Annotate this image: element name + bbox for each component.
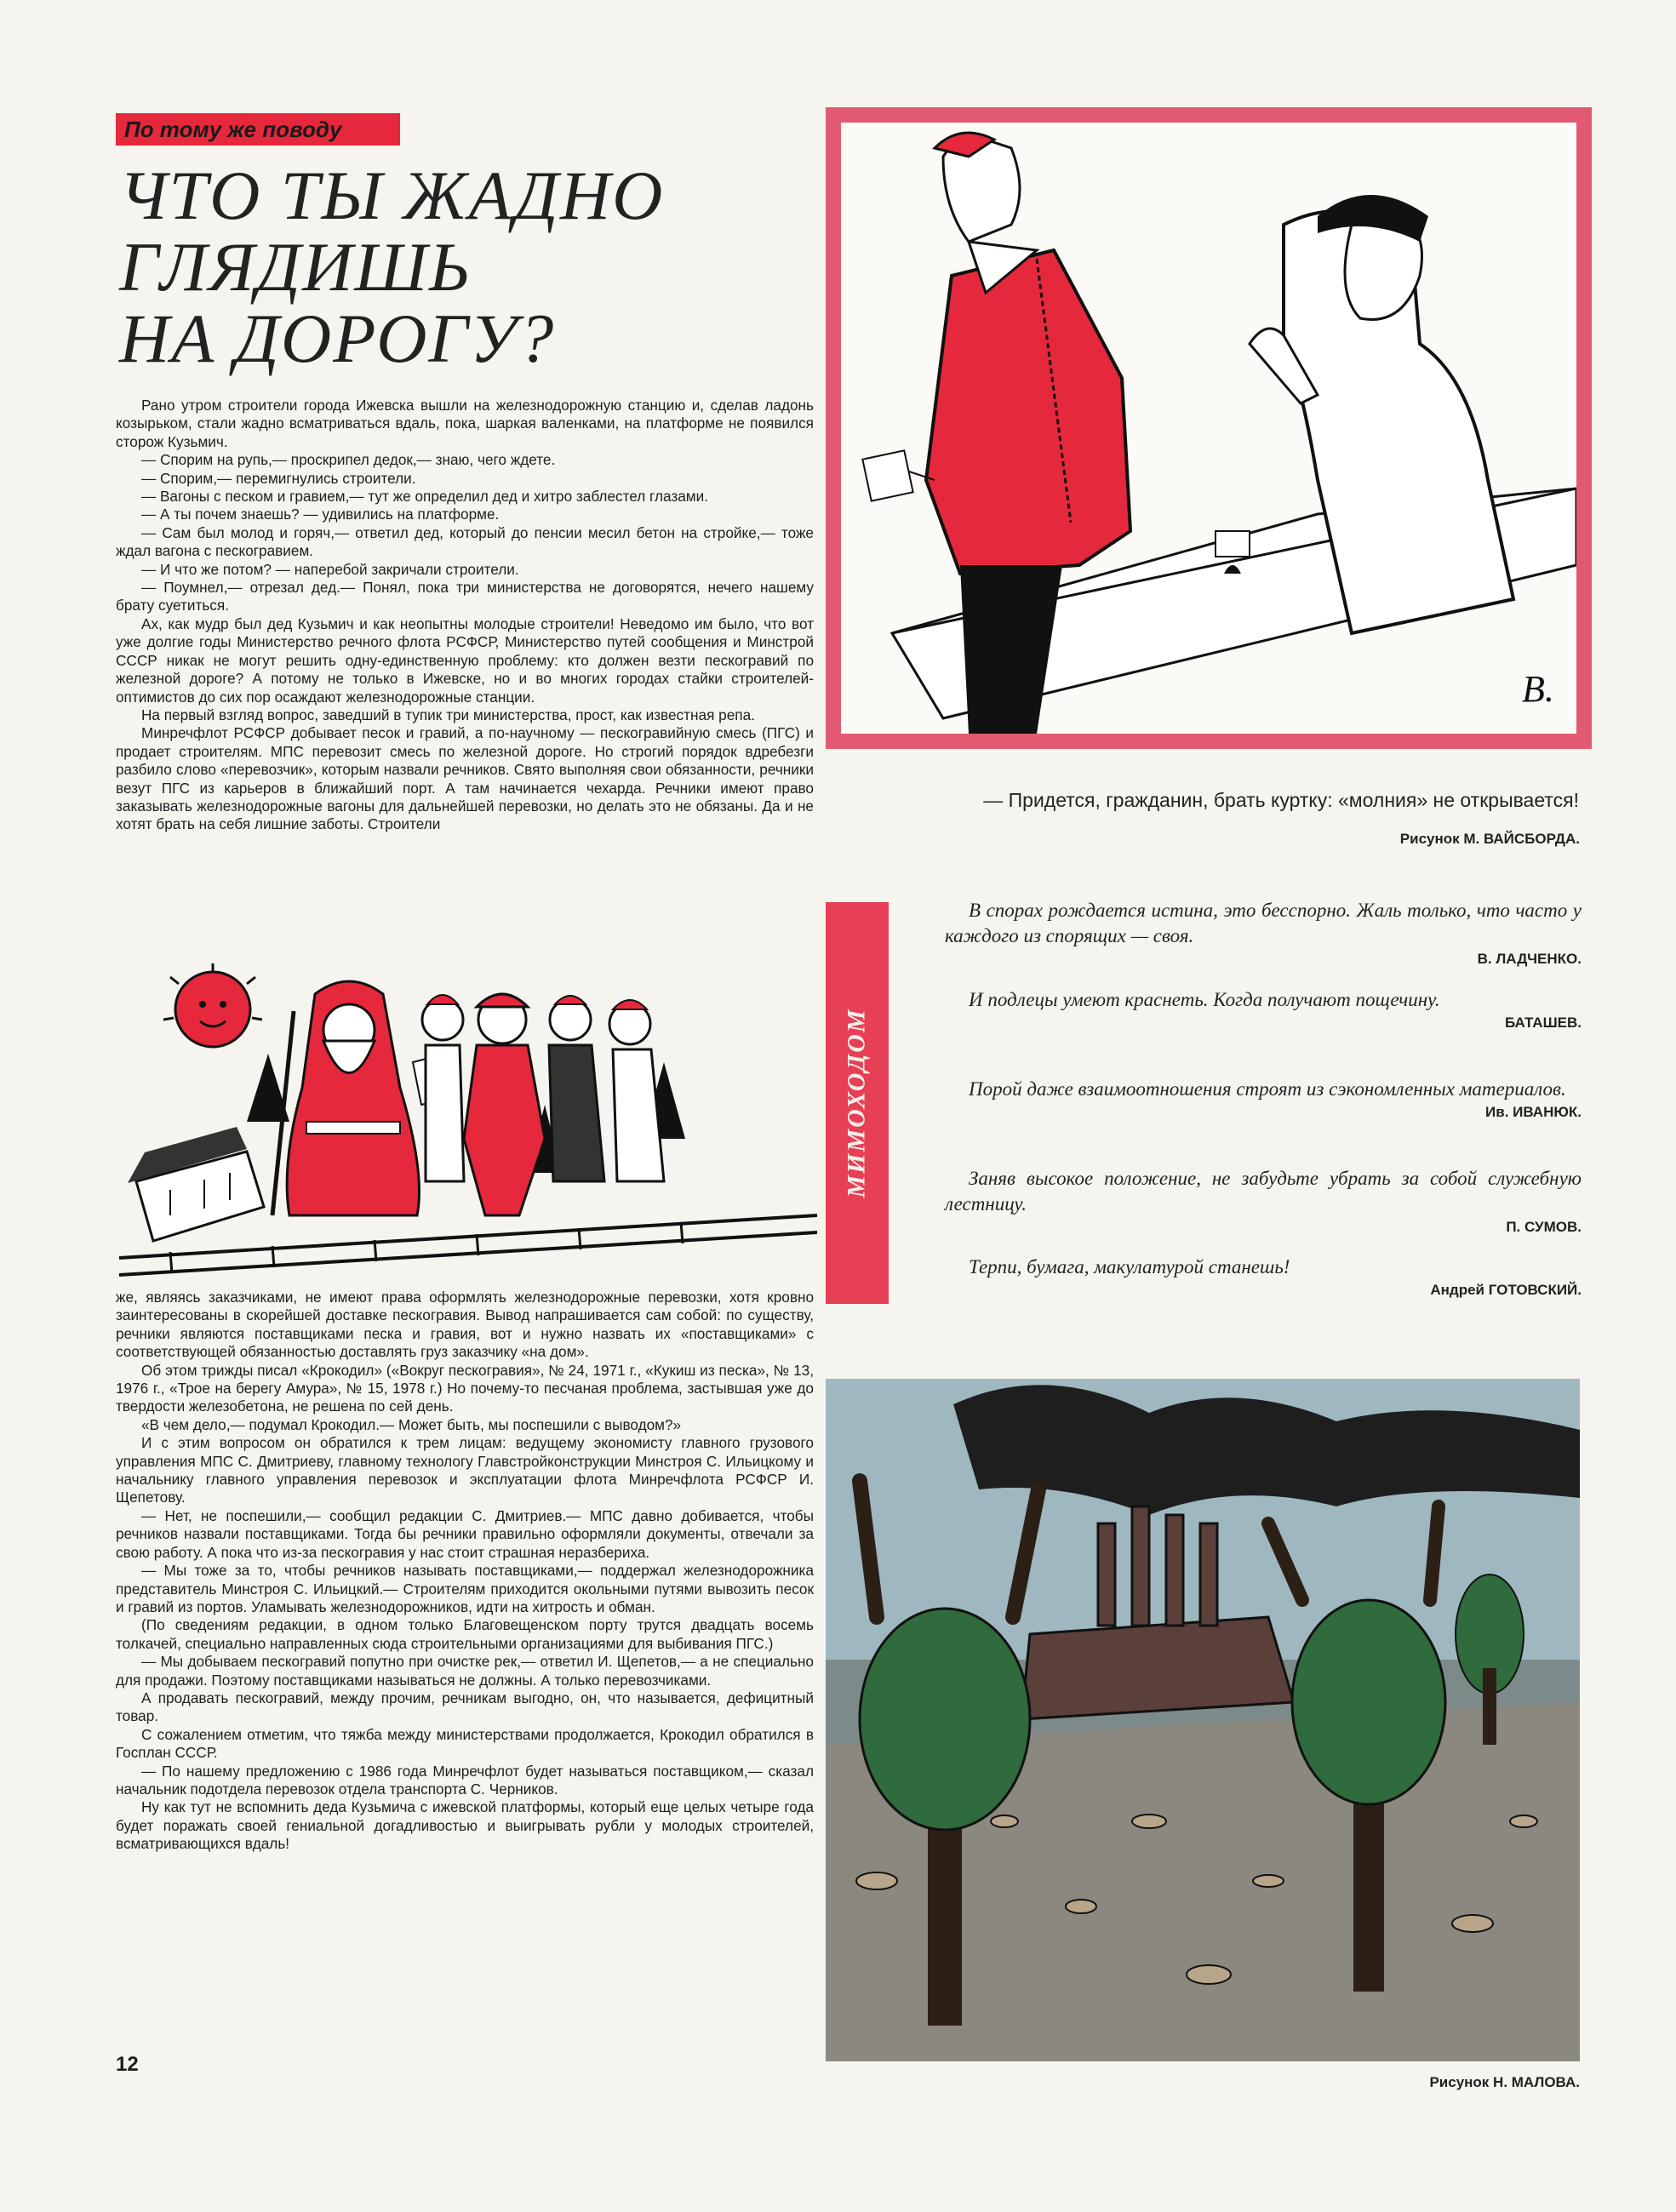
paragraph: — Нет, не поспешили,— сообщил редакции С. Дмитриев.— МПС давно добивается, чтобы речников назвали поставщиками. Тогда бы речники правильно оформляли документы, отвечали за свою работу. А пока что из-за пескогравия у нас стоит страшная неразбериха. bbox=[116, 1506, 814, 1561]
trees-factory-drawing bbox=[826, 1379, 1580, 2061]
aphorism bbox=[945, 898, 1582, 969]
paragraph: — Спорим на рупь,— проскрипел дедок,— знаю, чего ждете. bbox=[141, 451, 556, 469]
aphorism bbox=[945, 1166, 1582, 1237]
cartoon-credit: Рисунок М. ВАЙСБОРДА. bbox=[1399, 831, 1580, 847]
article-headline bbox=[119, 157, 766, 377]
paragraph: же, являясь заказчиками, не имеют права оформлять железнодорожные перевозки, хотя кровно заинтересованы в скорейшей доставке пескогравия. Вывод напрашивается сам собой: по существу, речники являются поставщиками песка и гравия, вот и нужно назвать их «поставщиками» с соответствующей обязанностью доставлять груз заказчику «на дом». bbox=[116, 1289, 814, 1361]
paragraph: Об этом трижды писал «Крокодил» («Вокруг пескогравия», № 24, 1971 г., «Кукиш из песка», № 13, 1976 г., «Трое на берегу Амура», № 15, 1978 г.) Но почему-то песчаная проблема, застывшая уже до твердости железобетона, не решена по сей день. bbox=[116, 1361, 814, 1415]
paragraph: — Спорим,— перемигнулись строители. bbox=[141, 469, 416, 487]
aphorism-text: Заняв высокое положение, не забудьте убрать за собой служебную лестницу. bbox=[945, 1168, 1582, 1215]
headline-line-2: ГЛЯДИШЬ bbox=[119, 228, 472, 306]
jacket-cartoon-drawing bbox=[841, 123, 1576, 734]
paragraph: Ах, как мудр был дед Кузьмич и как неопытны молодые строители! Неведомо им было, что вот уже долгие годы Министерство речного флота РСФСР, Министерство путей сообщения и Минстрой СССР никак не могут решить одну-единственную проблему: кто должен везти пескогравий по железной дороге? А потому не только в Ижевске, но и во многих городах стайки строителей-оптимистов до сих пор осаждают железнодорожные станции. bbox=[116, 614, 814, 706]
aphorism-text: Порой даже взаимоотношения строят из сэкономленных материалов. bbox=[969, 1078, 1566, 1100]
paragraph: — Мы тоже за то, чтобы речников называть поставщиками,— поддержал железнодорожника представитель Минстроя С. Ильицкий.— Строителям приходится окольными путями вывозить песок и гравий из портов. Уламывать железнодорожников, идти на хитрость и обман. bbox=[116, 1562, 814, 1615]
paragraph: А продавать пескогравий, между прочим, речникам выгодно, он, что называется, дефицитный товар. bbox=[116, 1689, 814, 1725]
paragraph: — Мы добываем пескогравий попутно при очистке рек,— ответил И. Щепетов,— а не специально для продажи. Поэтому поставщиками называться не должны. А только перевозчиками. bbox=[116, 1653, 814, 1689]
page-number: 12 bbox=[116, 2053, 139, 2076]
paragraph: — А ты почем знаешь? — удивились на платформе. bbox=[141, 506, 500, 523]
paragraph: — Сам был молод и горяч,— ответил дед, который до пенсии месил бетон на стройке,— тоже ждал вагона с пескогравием. bbox=[116, 523, 814, 560]
paragraph: Минречфлот РСФСР добывает песок и гравий, а по-научному — пескогравийную смесь (ПГС) и продает строителям. МПС перевозит смесь по железной дороге. Но строгий порядок вдребезги разбило слово «перевозчик», которым назвали речников. Свято выполняя свои обязанности, речники везут ПГС из карьеров в ближайший порт. А там начинается чехарда. Речники имеют право заказывать железнодорожные вагоны для дальнейшей перевозки, но делать это не обязаны. Да и не хотят брать на себя лишние заботы. Строители bbox=[116, 724, 814, 833]
paragraph: Рано утром строители города Ижевска вышли на железнодорожную станцию и, сделав ладонь козырьком, стали жадно всматриваться вдаль, пока, шаркая валенками, на платформе не появился сторож Кузьмич. bbox=[116, 397, 814, 450]
aphorism-author: В. ЛАДЧЕНКО. bbox=[1477, 951, 1582, 967]
cartoon-signature: В. bbox=[1522, 668, 1554, 710]
aphorism-text: И подлецы умеют краснеть. Когда получают пощечину. bbox=[969, 989, 1440, 1010]
aphorism bbox=[945, 1255, 1582, 1300]
paragraph: — Поумнел,— отрезал дед.— Понял, пока три министерства не договорятся, нечего нашему брату суетиться. bbox=[116, 579, 814, 614]
paragraph: (По сведениям редакции, в одном только Благовещенском порту трутся двадцать восемь толкачей, специально направленных сюда строительными организациями для выбивания ПГС.) bbox=[116, 1616, 814, 1652]
section-kicker: По тому же поводу bbox=[116, 113, 400, 146]
cartoon-caption: — Придется, гражданин, брать куртку: «молния» не открывается! bbox=[983, 789, 1579, 811]
aphorism-text: Терпи, бумага, макулатурой станешь! bbox=[969, 1256, 1290, 1277]
paragraph: На первый взгляд вопрос, заведший в тупик три министерства, прост, как известная репа. bbox=[141, 706, 755, 723]
paragraph: — По нашему предложению с 1986 года Минречфлот будет называться поставщиком,— сказал начальник подотдела перевозок отдела транспорта С. Черников. bbox=[116, 1762, 814, 1798]
cartoon-credit: Рисунок Н. МАЛОВА. bbox=[1429, 2074, 1580, 2090]
headline-line-1: ЧТО ТЫ ЖАДНО bbox=[119, 157, 665, 234]
aphorism-author: БАТАШЕВ. bbox=[1504, 1015, 1582, 1031]
paragraph: — И что же потом? — наперебой закричали строители. bbox=[141, 560, 519, 578]
aphorism bbox=[945, 987, 1582, 1033]
illustration-ded-moroz-builders bbox=[119, 960, 817, 1280]
cartoon-trees-factory bbox=[826, 1379, 1580, 2061]
sidebar-title: МИМОХОДОМ bbox=[843, 1008, 871, 1198]
article-text-part2 bbox=[116, 1289, 814, 2048]
cartoon-jacket-frame bbox=[826, 107, 1592, 749]
aphorism-author: П. СУМОВ. bbox=[1506, 1219, 1582, 1235]
article-text-part1 bbox=[116, 397, 814, 963]
paragraph: «В чем дело,— подумал Крокодил.— Может быть, мы поспешили с выводом?» bbox=[141, 1415, 682, 1433]
aphorism-author: Андрей ГОТОВСКИЙ. bbox=[1430, 1282, 1582, 1298]
paragraph: — Вагоны с песком и гравием,— тут же определил дед и хитро заблестел глазами. bbox=[141, 488, 708, 506]
paragraph: Ну как тут не вспомнить деда Кузьмича с ижевской платформы, который еще целых четыре года будет поражать своей гениальной догадливостью и выигрывать рубли у молодых строителей, всматривающихся вдаль! bbox=[116, 1798, 814, 1853]
aphorism-text: В спорах рождается истина, это бесспорно. Жаль только, что часто у каждого из спорящих — своя. bbox=[945, 900, 1582, 946]
aphorism bbox=[945, 1077, 1582, 1123]
paragraph: С сожалением отметим, что тяжба между министерствами продолжается, Крокодил обратился в Госплан СССР. bbox=[116, 1725, 814, 1762]
ded-moroz-cartoon-drawing bbox=[119, 960, 817, 1280]
paragraph: И с этим вопросом он обратился к трем лицам: ведущему экономисту главного грузового управления МПС С. Дмитриеву, главному технологу Главстройконструкции Минстроя С. Ильицкому и начальнику главного управления перевозок и эксплуатации флота Минречфлота РСФСР И. Щепетову. bbox=[116, 1434, 814, 1506]
headline-line-3: НА ДОРОГУ? bbox=[119, 300, 556, 377]
sidebar-banner bbox=[826, 902, 889, 1304]
aphorism-author: Ив. ИВАНЮК. bbox=[1485, 1104, 1582, 1120]
